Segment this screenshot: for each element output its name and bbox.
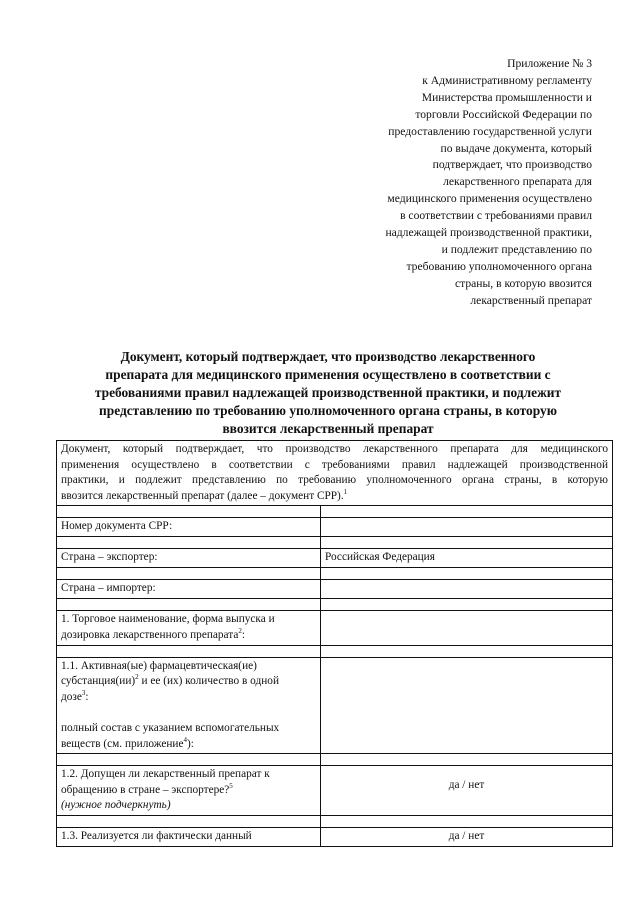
appendix-line: Министерства промышленности и [421, 90, 592, 104]
document-title [40, 348, 616, 438]
spacer-row [57, 568, 613, 580]
footnote-mark: 1 [343, 488, 348, 497]
trade-name-label: 1. Торговое наименование, форма выпуска и дозировка лекарственного препарата$^2$: [57, 611, 321, 645]
title-line: ввозится лекарственный препарат [222, 421, 434, 436]
importer-field[interactable] [321, 580, 613, 599]
substance-row [57, 657, 613, 754]
footnote-mark: 5 [229, 781, 233, 790]
approved-label: 1.2. Допущен ли лекарственный препарат к обращению в стране – экспортере?$^5$ (нужное подчеркнуть) [57, 766, 321, 816]
appendix-line: к Административному регламенту [422, 73, 592, 87]
trade-name-row [57, 611, 613, 645]
appendix-line: торговли Российской Федерации по [415, 107, 592, 121]
intro-line: практики, и подлежит представлению по требованию уполномоченного органа страны, в которую [61, 474, 608, 487]
marketed-row [57, 827, 613, 846]
title-line: препарата для медицинского применения осуществлено в соответствии с [105, 367, 551, 382]
title-line: требованиями правил надлежащей производственной практики, и подлежит [94, 385, 562, 400]
spacer-row [57, 506, 613, 518]
appendix-line: лекарственного препарата для [443, 175, 592, 189]
appendix-line: надлежащей производственной практики, [385, 226, 592, 240]
spacer-row [57, 599, 613, 611]
importer-label: Страна – импортер: [57, 580, 321, 599]
substance-field[interactable] [321, 657, 613, 754]
intro-line: применения осуществлено в соответствии с требованиями правил надлежащей производственной [61, 458, 608, 471]
footnote-mark: 3 [81, 688, 86, 697]
appendix-line: требованию уполномоченного органа [406, 259, 592, 273]
marketed-choice[interactable]: да / нет [321, 827, 613, 846]
intro-line: ввозится лекарственный препарат (далее – документ СРР). [61, 489, 344, 502]
footnote-mark: 4 [183, 735, 187, 744]
appendix-line: в соответствии с требованиями правил [400, 209, 592, 223]
marketed-label: 1.3. Реализуется ли фактически данный [57, 827, 321, 846]
appendix-line: по выдаче документа, который [440, 141, 592, 155]
appendix-line: Приложение № 3 [507, 57, 592, 70]
footnote-mark: 2 [135, 673, 139, 682]
appendix-line: страны, в которую ввозится [455, 276, 592, 290]
intro-cell [57, 441, 613, 506]
approved-choice[interactable]: да / нет [321, 766, 613, 816]
appendix-line: и подлежит представлению по [441, 242, 592, 256]
appendix-line: лекарственный препарат [470, 293, 592, 307]
footnote-mark: 2 [238, 627, 242, 636]
approved-note: (нужное подчеркнуть) [61, 799, 171, 812]
spacer-row [57, 754, 613, 766]
intro-last-line [61, 489, 608, 505]
approved-row [57, 766, 613, 816]
doc-number-row [57, 518, 613, 537]
title-line: представлению по требованию уполномоченного органа страны, в которую [99, 403, 557, 418]
spacer-row [57, 537, 613, 549]
appendix-header [340, 56, 592, 310]
appendix-line: подтверждает, что производство [432, 158, 592, 172]
appendix-line: предоставлению государственной услуги [388, 124, 592, 138]
intro-line: Документ, который подтверждает, что производство лекарственного препарата для медицинского [61, 443, 608, 455]
importer-row [57, 580, 613, 599]
intro-row [57, 441, 613, 506]
crr-form-table [56, 440, 613, 847]
substance-label: 1.1. Активная(ые) фармацевтическая(ие) субстанция(ии)$^2$ и ее (их) количество в одной дозе$^3$: полный состав с указанием вспомогательных веществ (см. приложение$^4$): [57, 657, 321, 754]
spacer-row [57, 645, 613, 657]
title-line: Документ, который подтверждает, что производство лекарственного [120, 349, 536, 364]
appendix-line: медицинского применения осуществлено [387, 192, 592, 206]
doc-number-field[interactable] [321, 518, 613, 537]
trade-name-field[interactable] [321, 611, 613, 645]
spacer-row [57, 815, 613, 827]
exporter-row [57, 549, 613, 568]
doc-number-label: Номер документа СРР: [57, 518, 321, 537]
exporter-field[interactable]: Российская Федерация [321, 549, 613, 568]
exporter-label: Страна – экспортер: [57, 549, 321, 568]
